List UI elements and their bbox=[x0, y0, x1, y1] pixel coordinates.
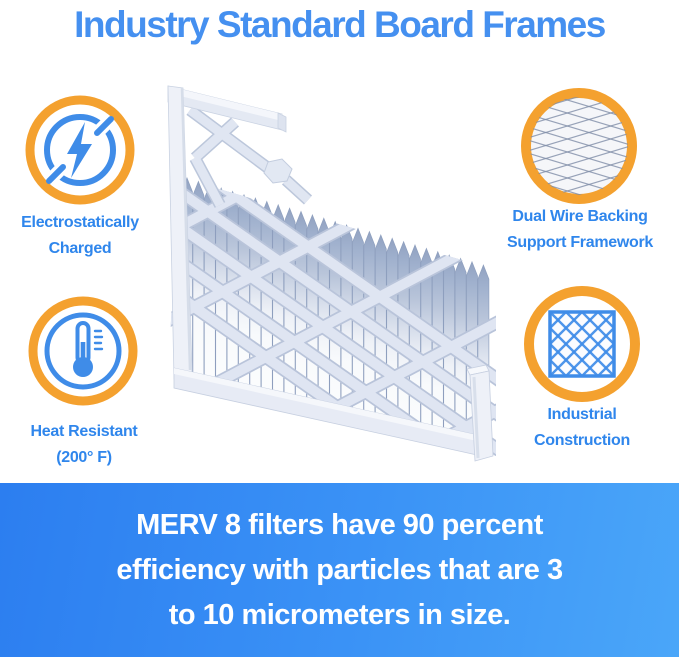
feature-label-industrial bbox=[501, 402, 663, 454]
banner-line: MERV 8 filters have 90 percent bbox=[136, 508, 543, 541]
banner-line: efficiency with particles that are 3 bbox=[116, 553, 563, 586]
filter-corner-braces bbox=[190, 110, 308, 205]
feature-label-line: Heat Resistant bbox=[30, 423, 138, 440]
feature-label-line: Dual Wire Backing bbox=[512, 208, 648, 225]
air-filter-illustration bbox=[160, 80, 500, 480]
feature-label-line: Support Framework bbox=[506, 234, 654, 251]
lightning-bolt-icon bbox=[25, 95, 135, 210]
feature-label-line: Industrial bbox=[547, 406, 617, 423]
feature-label-heat-resistant bbox=[6, 419, 162, 471]
merv-banner bbox=[0, 483, 679, 657]
feature-label-line: Electrostatically bbox=[21, 214, 139, 231]
page-title: Industry Standard Board Frames bbox=[74, 4, 605, 45]
wire-mesh-icon bbox=[520, 87, 638, 210]
feature-label-line: (200° F) bbox=[56, 449, 112, 466]
banner-line: to 10 micrometers in size. bbox=[168, 598, 511, 631]
feature-label-electrostatic bbox=[2, 210, 158, 262]
thermometer-icon bbox=[28, 296, 138, 411]
feature-label-wire-backing bbox=[498, 204, 662, 256]
feature-label-line: Construction bbox=[534, 432, 630, 449]
diamond-lattice-icon bbox=[523, 285, 641, 408]
feature-label-line: Charged bbox=[48, 240, 112, 257]
